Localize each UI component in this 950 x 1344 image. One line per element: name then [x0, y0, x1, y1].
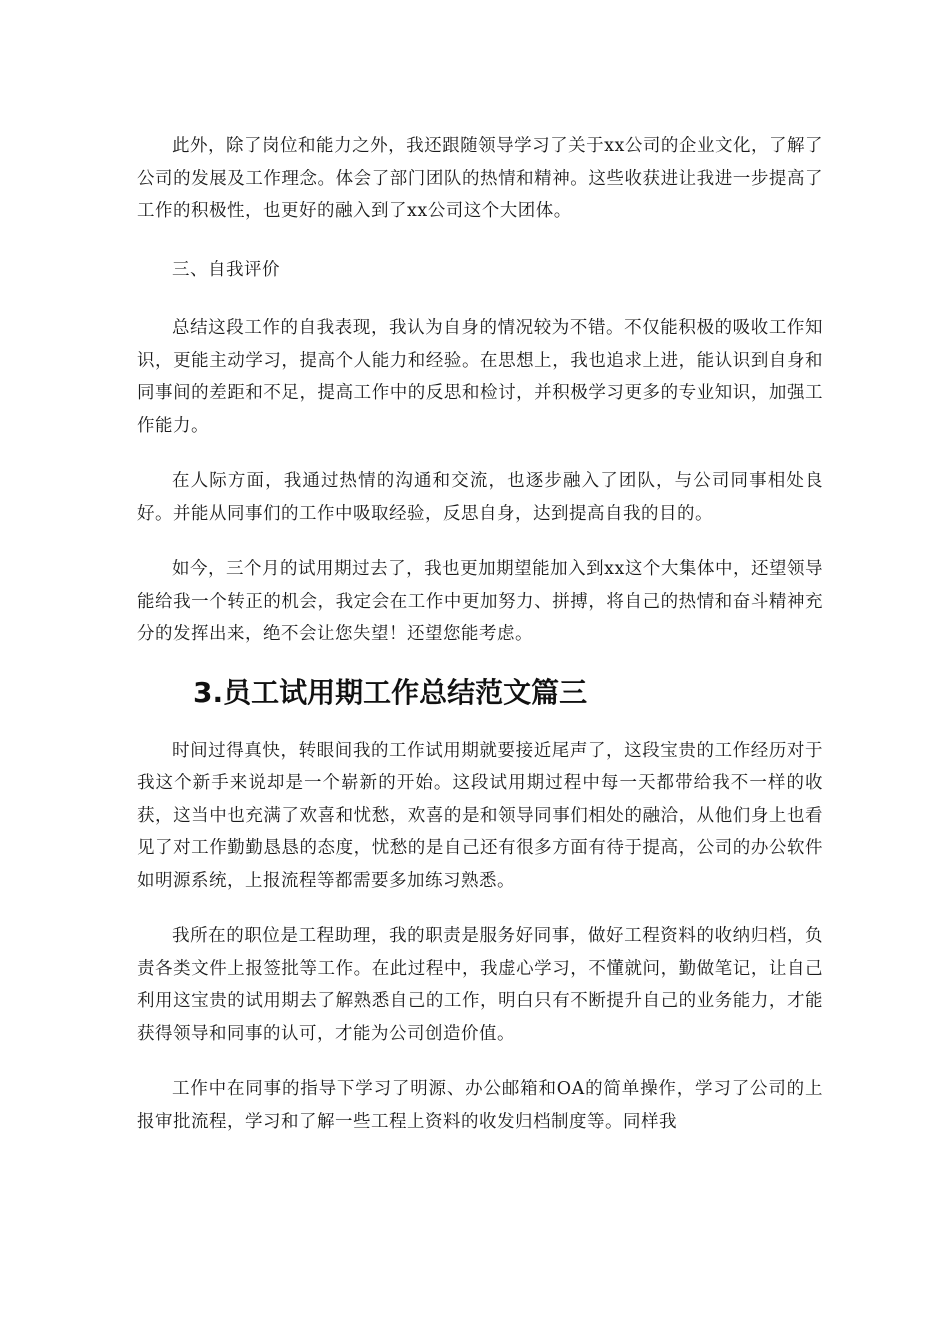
- section-subheading-self-evaluation: 三、自我评价: [172, 259, 280, 280]
- paragraph-conclusion: 如今，三个月的试用期过去了，我也更加期望能加入到xx这个大集体中，还望领导能给我一个转正的机会，我定会在工作中更加努力、拼搏，将自己的热情和奋斗精神充分的发挥出来，绝不会让您失望！还望您能考虑。: [137, 559, 823, 644]
- paragraph-time-flies: 时间过得真快，转眼间我的工作试用期就要接近尾声了，这段宝贵的工作经历对于我这个新手来说却是一个崭新的开始。这段试用期过程中每一天都带给我不一样的收获，这当中也充满了欢喜和忧愁，欢喜的是和领导同事们相处的融洽，从他们身上也看见了对工作勤勤恳恳的态度，忧愁的是自己还有很多方面有待于提高，公司的办公软件如明源系统，上报流程等都需要多加练习熟悉。: [137, 740, 823, 891]
- document-body: [137, 130, 823, 1138]
- paragraph-job-role: 我所在的职位是工程助理，我的职责是服务好同事，做好工程资料的收纳归档，负责各类文件上报签批等工作。在此过程中，我虚心学习，不懂就问，勤做笔记，让自己利用这宝贵的试用期去了解熟悉自己的工作，明白只有不断提升自己的业务能力，才能获得领导和同事的认可，才能为公司创造价值。: [137, 926, 823, 1044]
- paragraph-interpersonal: 在人际方面，我通过热情的沟通和交流，也逐步融入了团队，与公司同事相处良好。并能从同事们的工作中吸取经验，反思自身，达到提高自我的目的。: [137, 471, 823, 524]
- paragraph-learning: 工作中在同事的指导下学习了明源、办公邮箱和OA的简单操作，学习了公司的上报审批流程，学习和了解一些工程上资料的收发归档制度等。同样我: [137, 1079, 823, 1132]
- section-heading: 3.员工试用期工作总结范文篇三: [193, 675, 588, 709]
- paragraph-self-performance: 总结这段工作的自我表现，我认为自身的情况较为不错。不仅能积极的吸收工作知识，更能主动学习，提高个人能力和经验。在思想上，我也追求上进，能认识到自身和同事间的差距和不足，提高工作中的反思和检讨，并积极学习更多的专业知识，加强工作能力。: [137, 318, 823, 436]
- paragraph-corporate-culture: 此外，除了岗位和能力之外，我还跟随领导学习了关于xx公司的企业文化，了解了公司的发展及工作理念。体会了部门团队的热情和精神。这些收获进让我进一步提高了工作的积极性，也更好的融入到了xx公司这个大团体。: [137, 136, 823, 221]
